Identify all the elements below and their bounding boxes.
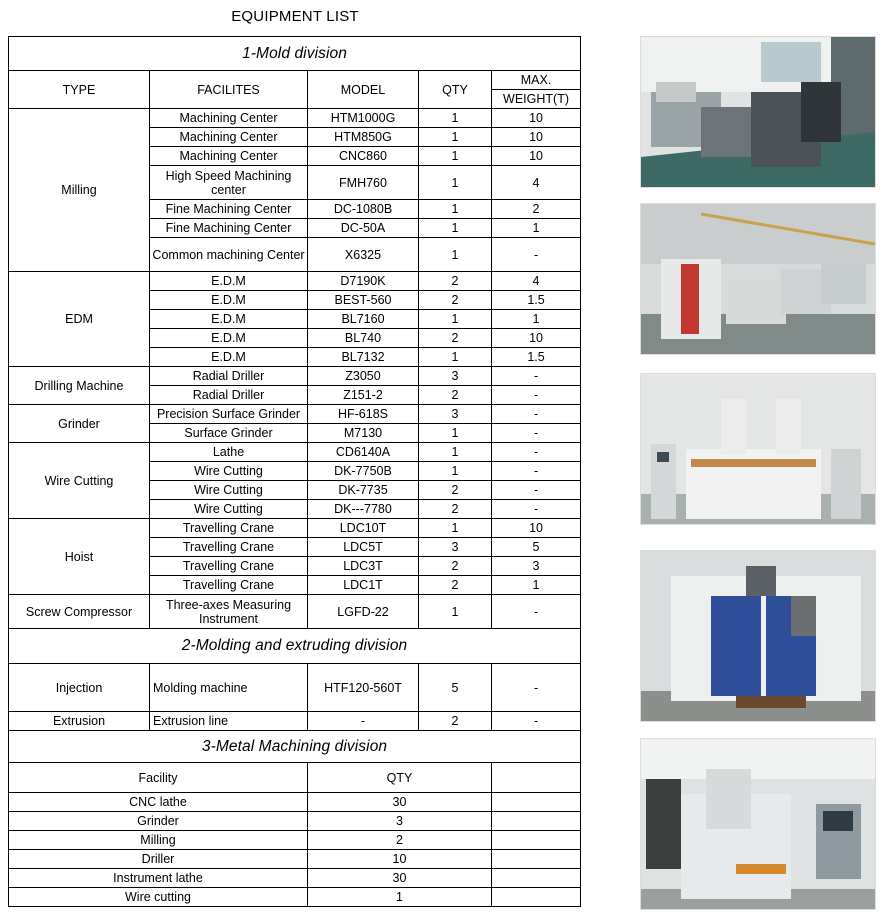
model-cell: M7130: [308, 424, 419, 443]
division-title-row: [9, 629, 581, 664]
facility-cell: Fine Machining Center: [150, 200, 308, 219]
weight-cell: 1.5: [492, 291, 581, 310]
facility-cell: Wire cutting: [9, 888, 308, 907]
qty-cell: 3: [419, 538, 492, 557]
facility-cell: Wire Cutting: [150, 462, 308, 481]
empty-cell: [492, 888, 581, 907]
qty-cell: 1: [419, 310, 492, 329]
facility-cell: E.D.M: [150, 348, 308, 367]
model-cell: DC-50A: [308, 219, 419, 238]
qty-cell: 5: [419, 664, 492, 712]
facility-cell: Lathe: [150, 443, 308, 462]
facility-cell: E.D.M: [150, 329, 308, 348]
header-facility: FACILITES: [150, 71, 308, 109]
empty-cell: [492, 850, 581, 869]
weight-cell: -: [492, 462, 581, 481]
type-cell: Injection: [9, 664, 150, 712]
workshop-photo: [640, 36, 876, 188]
weight-cell: -: [492, 595, 581, 629]
facility-cell: Travelling Crane: [150, 519, 308, 538]
qty-cell: 3: [419, 405, 492, 424]
equipment-row: [9, 888, 581, 907]
model-cell: D7190K: [308, 272, 419, 291]
model-cell: BEST-560: [308, 291, 419, 310]
qty-cell: 1: [419, 200, 492, 219]
weight-cell: -: [492, 712, 581, 731]
model-cell: HTM1000G: [308, 109, 419, 128]
header-facility: Facility: [9, 763, 308, 793]
qty-cell: 1: [419, 348, 492, 367]
weight-cell: -: [492, 386, 581, 405]
model-cell: BL7132: [308, 348, 419, 367]
header-type: TYPE: [9, 71, 150, 109]
weight-cell: 1: [492, 576, 581, 595]
facility-cell: Machining Center: [150, 109, 308, 128]
equipment-row: [9, 109, 581, 128]
facility-cell: Fine Machining Center: [150, 219, 308, 238]
weight-cell: -: [492, 664, 581, 712]
division-title-row: [9, 731, 581, 763]
facility-cell: Precision Surface Grinder: [150, 405, 308, 424]
equipment-row: [9, 850, 581, 869]
type-cell: Grinder: [9, 405, 150, 443]
weight-cell: -: [492, 443, 581, 462]
qty-cell: 2: [419, 500, 492, 519]
empty-cell: [492, 793, 581, 812]
weight-cell: 10: [492, 128, 581, 147]
model-cell: DC-1080B: [308, 200, 419, 219]
qty-cell: 1: [419, 424, 492, 443]
machining-center-photo: [640, 550, 876, 722]
model-cell: Z151-2: [308, 386, 419, 405]
qty-cell: 2: [419, 329, 492, 348]
empty-cell: [492, 763, 581, 793]
model-cell: LDC1T: [308, 576, 419, 595]
model-cell: HTM850G: [308, 128, 419, 147]
model-cell: DK-7735: [308, 481, 419, 500]
type-cell: Hoist: [9, 519, 150, 595]
equipment-row: [9, 812, 581, 831]
mold-division-title: 1-Mold division: [9, 37, 581, 71]
qty-cell: 1: [419, 443, 492, 462]
weight-cell: 4: [492, 272, 581, 291]
metal-division-title: 3-Metal Machining division: [9, 731, 581, 763]
empty-cell: [492, 869, 581, 888]
facility-cell: High Speed Machining center: [150, 166, 308, 200]
qty-cell: 30: [308, 793, 492, 812]
equipment-row: [9, 869, 581, 888]
facility-cell: Radial Driller: [150, 386, 308, 405]
equipment-row: [9, 793, 581, 812]
model-cell: CNC860: [308, 147, 419, 166]
header-row: [9, 763, 581, 793]
division-title-row: [9, 37, 581, 71]
type-cell: Extrusion: [9, 712, 150, 731]
header-qty: QTY: [419, 71, 492, 109]
type-cell: EDM: [9, 272, 150, 367]
weight-cell: -: [492, 405, 581, 424]
weight-cell: -: [492, 367, 581, 386]
weight-cell: 10: [492, 147, 581, 166]
equipment-row: [9, 519, 581, 538]
weight-cell: -: [492, 500, 581, 519]
equipment-row: [9, 443, 581, 462]
model-cell: LDC3T: [308, 557, 419, 576]
cnc-milling-machine-photo: [640, 738, 876, 910]
facility-cell: Radial Driller: [150, 367, 308, 386]
qty-cell: 1: [419, 519, 492, 538]
model-cell: DK-7750B: [308, 462, 419, 481]
qty-cell: 1: [308, 888, 492, 907]
qty-cell: 2: [419, 557, 492, 576]
weight-cell: 2: [492, 200, 581, 219]
weight-cell: -: [492, 424, 581, 443]
weight-cell: 1: [492, 219, 581, 238]
qty-cell: 2: [419, 386, 492, 405]
header-qty: QTY: [308, 763, 492, 793]
page-title: EQUIPMENT LIST: [231, 8, 359, 25]
model-cell: CD6140A: [308, 443, 419, 462]
qty-cell: 1: [419, 219, 492, 238]
qty-cell: 1: [419, 128, 492, 147]
photo-column: [640, 0, 890, 921]
facility-cell: Instrument lathe: [9, 869, 308, 888]
equipment-row: [9, 595, 581, 629]
qty-cell: 2: [419, 712, 492, 731]
equipment-table: [8, 36, 581, 907]
qty-cell: 2: [419, 291, 492, 310]
qty-cell: 30: [308, 869, 492, 888]
model-cell: BL740: [308, 329, 419, 348]
qty-cell: 2: [419, 576, 492, 595]
facility-cell: Travelling Crane: [150, 557, 308, 576]
model-cell: HF-618S: [308, 405, 419, 424]
facility-cell: Driller: [9, 850, 308, 869]
qty-cell: 1: [419, 147, 492, 166]
model-cell: FMH760: [308, 166, 419, 200]
equipment-row: [9, 664, 581, 712]
wire-cutting-machine-photo: [640, 373, 876, 525]
weight-cell: -: [492, 481, 581, 500]
facility-cell: Wire Cutting: [150, 481, 308, 500]
header-model: MODEL: [308, 71, 419, 109]
facility-cell: Molding machine: [150, 664, 308, 712]
model-cell: -: [308, 712, 419, 731]
molding-division-title: 2-Molding and extruding division: [9, 629, 581, 664]
header-weight: WEIGHT(T): [492, 90, 581, 109]
equipment-row: [9, 405, 581, 424]
qty-cell: 2: [419, 481, 492, 500]
type-cell: Screw Compressor: [9, 595, 150, 629]
facility-cell: Travelling Crane: [150, 576, 308, 595]
weight-cell: 10: [492, 519, 581, 538]
facility-cell: E.D.M: [150, 272, 308, 291]
weight-cell: 1: [492, 310, 581, 329]
facility-cell: CNC lathe: [9, 793, 308, 812]
model-cell: LDC5T: [308, 538, 419, 557]
qty-cell: 1: [419, 166, 492, 200]
header-max: MAX.: [492, 71, 581, 90]
weight-cell: 1.5: [492, 348, 581, 367]
empty-cell: [492, 812, 581, 831]
qty-cell: 1: [419, 595, 492, 629]
type-cell: Milling: [9, 109, 150, 272]
facility-cell: Grinder: [9, 812, 308, 831]
model-cell: X6325: [308, 238, 419, 272]
qty-cell: 10: [308, 850, 492, 869]
model-cell: BL7160: [308, 310, 419, 329]
weight-cell: 5: [492, 538, 581, 557]
facility-cell: Extrusion line: [150, 712, 308, 731]
type-cell: Drilling Machine: [9, 367, 150, 405]
edm-machines-photo: [640, 203, 876, 355]
facility-cell: Travelling Crane: [150, 538, 308, 557]
facility-cell: Milling: [9, 831, 308, 850]
model-cell: Z3050: [308, 367, 419, 386]
model-cell: HTF120-560T: [308, 664, 419, 712]
equipment-row: [9, 712, 581, 731]
qty-cell: 2: [308, 831, 492, 850]
facility-cell: Machining Center: [150, 147, 308, 166]
facility-cell: Surface Grinder: [150, 424, 308, 443]
weight-cell: -: [492, 238, 581, 272]
facility-cell: Common machining Center: [150, 238, 308, 272]
model-cell: LDC10T: [308, 519, 419, 538]
facility-cell: Three-axes Measuring Instrument: [150, 595, 308, 629]
qty-cell: 1: [419, 462, 492, 481]
weight-cell: 10: [492, 329, 581, 348]
qty-cell: 1: [419, 238, 492, 272]
qty-cell: 2: [419, 272, 492, 291]
model-cell: LGFD-22: [308, 595, 419, 629]
qty-cell: 3: [308, 812, 492, 831]
weight-cell: 4: [492, 166, 581, 200]
model-cell: DK---7780: [308, 500, 419, 519]
weight-cell: 3: [492, 557, 581, 576]
type-cell: Wire Cutting: [9, 443, 150, 519]
facility-cell: Wire Cutting: [150, 500, 308, 519]
equipment-row: [9, 831, 581, 850]
equipment-row: [9, 367, 581, 386]
empty-cell: [492, 831, 581, 850]
facility-cell: Machining Center: [150, 128, 308, 147]
equipment-row: [9, 272, 581, 291]
qty-cell: 1: [419, 109, 492, 128]
weight-cell: 10: [492, 109, 581, 128]
facility-cell: E.D.M: [150, 291, 308, 310]
qty-cell: 3: [419, 367, 492, 386]
facility-cell: E.D.M: [150, 310, 308, 329]
header-row: [9, 71, 581, 90]
